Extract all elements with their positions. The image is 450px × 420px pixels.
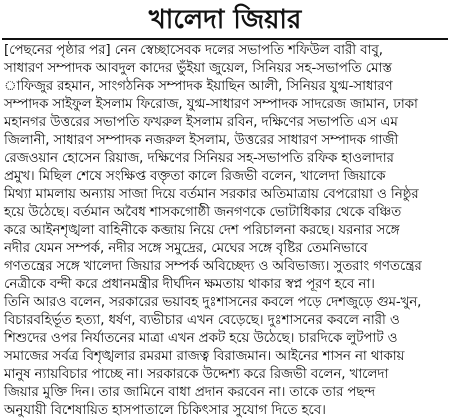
article-line: রেজওয়ান হোসেন রিয়াজ, দক্ষিণের সিনিয়র সহ-সভাপতি রফিক হাওলাদার [4, 151, 394, 166]
article-line: বিচারবহির্ভূত হত্যা, ধর্ষণ, ব্যভীচার এখন বেড়েছে। দুঃশাসনের কবলে নারী ও [4, 313, 400, 328]
article-line: মিথ্যা মামলায় অন্যায় সাজা দিয়ে বর্তমান সরকার অতিমাত্রায় বেপরোয়া ও নিষ্ঠুর [4, 187, 419, 202]
article-line: শিশুদের ওপর নির্যাতনের মাত্রা এখন প্রকট হয়ে উঠেছে। চারদিকে লুটপাট ও [4, 331, 398, 346]
article-line-text: নেন স্বেচ্ছাসেবক দলের সভাপতি শফিউল বারী বাবু, [110, 43, 383, 58]
headline: খালেদা জিয়ার [148, 5, 302, 35]
article-line: প্রমুখ। মিছিল শেষে সংক্ষিপ্ত বক্তৃতা কালে রিজভী বলেন, খালেদা জিয়াকে [4, 169, 386, 184]
jump-label: [পেছনের পৃষ্ঠার পর] [4, 43, 111, 58]
article-line: গণতন্ত্রের সঙ্গে খালেদা জিয়ার সম্পর্ক অবিচ্ছেদ্য ও অবিভাজ্য। সুতরাং গণতন্ত্রের [4, 259, 422, 274]
headline-rule [2, 38, 448, 40]
article-line: জিলানী, সাধারণ সম্পাদক নজরুল ইসলাম, উত্তরের সাধারণ সম্পাদক গাজী [4, 133, 399, 148]
article-line: সাধারণ সম্পাদক আবদুল কাদের ভুঁইয়া জুয়েল, সিনিয়র সহ-সভাপতি মোস্ত [4, 61, 392, 76]
article-line: মহানগর উত্তরের সভাপতি ফখরুল ইসলাম রবিন, দক্ষিণের সভাপতি এস এম [4, 115, 398, 130]
article-line: নেত্রীকে বন্দী করে প্রধানমন্ত্রীর দীর্ঘদিন ক্ষমতায় থাকার স্বপ্ন পূরণ হবে না। [4, 277, 375, 292]
article-body [4, 42, 450, 420]
article-line: করে আইনশৃঙ্খলা বাহিনীকে কব্জায় নিয়ে দেশ পরিচালনা করছে। যরনার সঙ্গে [4, 223, 400, 238]
article-line: হয়ে উঠেছে। বর্তমান অবৈধ শাসকগোষ্ঠী জনগণকে ভোটাধিকার থেকে বঞ্চিত [4, 205, 402, 220]
article-line: অনুযায়ী বিশেষায়িত হাসপাতালে চিকিৎসার সুযোগ দিতে হবে। [4, 403, 326, 418]
article-line: াফিজুর রহমান, সাংগঠনিক সম্পাদক ইয়াছিন আলী, সিনিয়র যুগ্ম-সাধারণ [4, 79, 393, 94]
article-line: জিয়ার মুক্তি দিন। তার জামিনে বাধা প্রদান করবেন না। তাকে তার পছন্দ [4, 385, 376, 400]
article-line: সম্পাদক সাইফুল ইসলাম ফিরোজ, যুগ্ম-সাধারণ সম্পাদক সাদরেজ জামান, ঢাকা [4, 97, 418, 112]
article-line: নদীর যেমন সম্পর্ক, নদীর সঙ্গে সমুদ্রের, মেঘের সঙ্গে বৃষ্টির তেমনিভাবে [4, 241, 368, 256]
article-line: তিনি আরও বলেন, সরকারের ভয়াবহ দুঃশাসনের কবলে পড়ে দেশজুড়ে গুম-খুন, [4, 295, 422, 310]
article-line: সমাজের সর্বত্র বিশৃঙ্খলার রমরমা রাজত্ব বিরাজমান। আইনের শাসন না থাকায় [4, 349, 405, 364]
article-line: মানুষ ন্যায়বিচার পাচ্ছে না। সরকারকে উদ্দেশ্য করে রিজভী বলেন, খালেদা [4, 367, 389, 382]
article-line [4, 42, 450, 60]
